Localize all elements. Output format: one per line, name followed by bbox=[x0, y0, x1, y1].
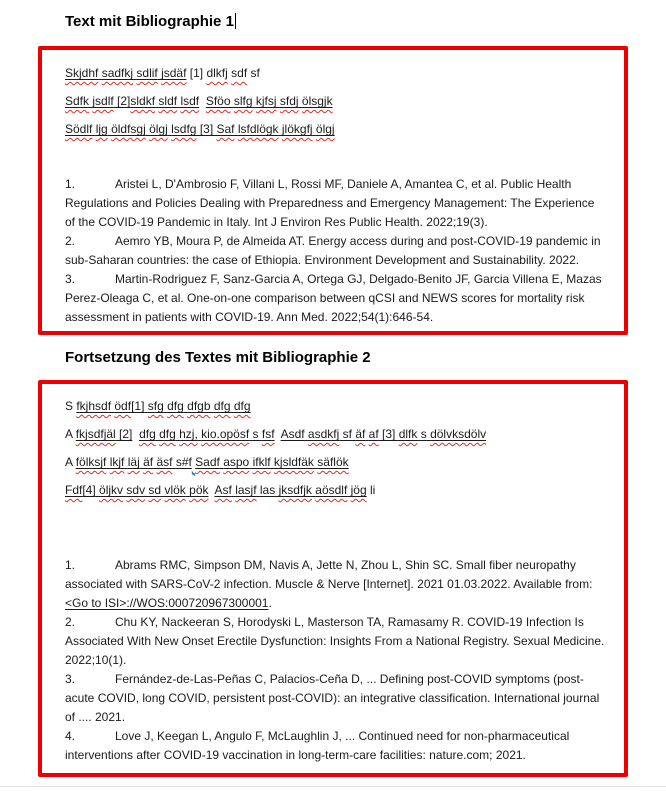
misspelled-word: ölsgjk bbox=[301, 94, 333, 108]
text-segment bbox=[96, 122, 108, 136]
text-segment bbox=[199, 94, 206, 108]
misspelled-word: dfg bbox=[233, 399, 251, 413]
text-segment bbox=[139, 427, 156, 441]
text-segment bbox=[316, 122, 335, 136]
text-segment bbox=[171, 122, 196, 136]
spacer bbox=[65, 510, 606, 556]
section-heading-1 bbox=[65, 12, 628, 31]
text-segment: s bbox=[420, 427, 427, 441]
misspelled-word: lsdfg bbox=[171, 122, 197, 136]
misspelled-word: jlökgfj bbox=[281, 122, 313, 136]
text-segment bbox=[231, 66, 247, 80]
text-segment bbox=[136, 66, 157, 80]
text-segment: Aristei L, D'Ambrosio F, Villani L, Rossi MF, Daniele A, Amantea C, et al. Public Health Regulations and Policies Dealing with Preparedness and Emergency Management: The Experience of the COVID-19 Pandemic in Italy. Int J Environ Res Public Health. 2022;19(3). bbox=[65, 177, 598, 229]
entry-number: 2. bbox=[65, 234, 76, 248]
misspelled-word: sldkf bbox=[130, 94, 156, 108]
text-segment: Asdf bbox=[280, 427, 305, 441]
text-paragraph bbox=[65, 65, 606, 82]
misspelled-word: slfg bbox=[233, 94, 253, 108]
misspelled-word: af bbox=[368, 427, 379, 441]
text-segment bbox=[279, 483, 312, 497]
text-segment bbox=[65, 66, 98, 80]
misspelled-word: Sdfk bbox=[65, 94, 90, 108]
text-segment: li bbox=[366, 483, 376, 497]
text-segment bbox=[167, 399, 184, 413]
text-segment: . bbox=[268, 596, 272, 610]
entry-number: 3. bbox=[65, 272, 76, 286]
bibliography-list-1 bbox=[65, 175, 606, 327]
text-segment bbox=[282, 122, 313, 136]
misspelled-word: jsdäf bbox=[161, 66, 187, 80]
text-segment bbox=[189, 483, 208, 497]
text-segment bbox=[399, 427, 418, 441]
text-segment bbox=[179, 427, 198, 441]
text-segment bbox=[158, 94, 177, 108]
text-segment: Martin-Rodriguez F, Sanz-Garcia A, Ortega GJ, Delgado-Benito JF, Garcia Villena E, Mazas Perez-Oleaga C, et al. One-on-one comparison between qCSI and NEWS scores for mortality risk assessment in patients with COVID-19. Ann Med. 2022;54(1):646-54. bbox=[65, 272, 605, 324]
heading-text: Fortsetzung des Textes mit Bibliographie 2 bbox=[65, 349, 371, 366]
misspelled-word: sd bbox=[148, 483, 162, 497]
text-segment bbox=[164, 483, 185, 497]
misspelled-word: lsdf bbox=[180, 94, 200, 108]
entry-text bbox=[65, 672, 603, 724]
entry-number: 1. bbox=[65, 177, 76, 191]
text-segment: [1] bbox=[131, 399, 145, 413]
bibliography-entry bbox=[65, 613, 606, 670]
bibliography-entry bbox=[65, 175, 606, 232]
misspelled-word: läj bbox=[127, 455, 140, 469]
text-segment bbox=[114, 399, 131, 413]
spacer bbox=[65, 149, 606, 175]
entry-number: 3. bbox=[65, 672, 76, 686]
misspelled-word: fkjsdfjäl bbox=[75, 427, 116, 441]
misspelled-word: vlök bbox=[164, 483, 186, 497]
text-segment bbox=[76, 427, 116, 441]
text-segment: [2] bbox=[119, 427, 133, 441]
text-segment bbox=[223, 455, 249, 469]
misspelled-word: Södlf bbox=[65, 122, 93, 136]
misspelled-word: fkjhsdf bbox=[76, 399, 112, 413]
text-cursor bbox=[235, 13, 236, 29]
misspelled-word: äf bbox=[355, 427, 366, 441]
text-segment bbox=[355, 427, 365, 441]
text-segment bbox=[315, 483, 347, 497]
misspelled-word: sfdj bbox=[279, 94, 299, 108]
entry-text bbox=[65, 615, 608, 667]
misspelled-word: säflök bbox=[317, 455, 349, 469]
text-segment bbox=[92, 94, 113, 108]
misspelled-word: dlkfj bbox=[206, 66, 228, 80]
text-segment: [4] bbox=[82, 483, 96, 497]
entry-text bbox=[65, 729, 573, 762]
text-segment bbox=[430, 427, 486, 441]
misspelled-word: jög bbox=[350, 483, 367, 497]
misspelled-word: aspo bbox=[223, 455, 250, 469]
text-segment bbox=[180, 94, 199, 108]
text-segment bbox=[238, 122, 279, 136]
bibliography-entry bbox=[65, 727, 606, 765]
misspelled-word: äf bbox=[143, 455, 154, 469]
text-paragraph bbox=[65, 398, 606, 415]
page-boundary-line bbox=[0, 786, 666, 787]
misspelled-word: dölvksdölv bbox=[430, 427, 487, 441]
misspelled-word: aösdlf bbox=[315, 483, 348, 497]
misspelled-word: Sadf bbox=[195, 455, 220, 469]
text-segment bbox=[76, 399, 111, 413]
text-segment bbox=[148, 399, 164, 413]
text-segment: Love J, Keegan L, Angulo F, McLaughlin J, ... Continued need for non-pharmaceutical interventions after COVID-19 vaccination in long-term-care facilities: nature.com; 2021. bbox=[65, 729, 573, 762]
text-segment: A bbox=[65, 455, 76, 469]
section-heading-2 bbox=[65, 348, 628, 367]
misspelled-word: sfg bbox=[147, 399, 164, 413]
text-frame-1 bbox=[38, 46, 628, 335]
text-segment bbox=[206, 94, 231, 108]
text-segment bbox=[111, 122, 146, 136]
text-segment: [3] bbox=[378, 427, 399, 441]
misspelled-word: ifklf bbox=[252, 455, 271, 469]
text-paragraph bbox=[65, 93, 606, 110]
misspelled-word: dfg bbox=[139, 427, 156, 441]
text-segment bbox=[256, 94, 277, 108]
entry-text bbox=[65, 272, 605, 324]
heading-text: Text mit Bibliographie 1 bbox=[65, 13, 234, 30]
misspelled-word: ölgj bbox=[149, 122, 168, 136]
misspelled-word: sdf bbox=[231, 66, 248, 80]
text-segment: [2] bbox=[117, 94, 131, 108]
text-segment: A bbox=[65, 427, 76, 441]
text-segment: las bbox=[259, 483, 276, 497]
text-segment bbox=[274, 455, 314, 469]
text-segment: s#f bbox=[175, 455, 192, 469]
misspelled-word: ölgj bbox=[315, 122, 335, 136]
bibliography-entry bbox=[65, 556, 606, 613]
text-segment bbox=[206, 66, 227, 80]
misspelled-word: hzj, bbox=[179, 427, 198, 441]
text-segment bbox=[159, 427, 176, 441]
text-segment bbox=[308, 427, 339, 441]
text-segment bbox=[234, 399, 251, 413]
text-segment bbox=[65, 94, 89, 108]
text-segment: s bbox=[252, 427, 259, 441]
bibliography-entry bbox=[65, 232, 606, 270]
misspelled-word: lsfdlögk bbox=[237, 122, 279, 136]
text-segment bbox=[215, 483, 232, 497]
text-segment bbox=[235, 483, 256, 497]
entry-number: 4. bbox=[65, 729, 76, 743]
misspelled-word: kjfsj bbox=[255, 94, 277, 108]
text-segment bbox=[214, 399, 231, 413]
text-segment bbox=[126, 483, 145, 497]
misspelled-word: sdlif bbox=[136, 66, 158, 80]
misspelled-word: jsdlf bbox=[92, 94, 114, 108]
text-segment bbox=[317, 455, 348, 469]
text-segment: Aemro YB, Moura P, de Almeida AT. Energy access during and post-COVID-19 pandemic in sub-Saharan countries: the case of Ethiopia. Environment Development and Sustainability. 2022. bbox=[65, 234, 604, 267]
misspelled-word: dfg bbox=[213, 399, 231, 413]
text-paragraph bbox=[65, 482, 606, 499]
entry-text bbox=[65, 234, 604, 267]
misspelled-word: fölksjf bbox=[75, 455, 107, 469]
bibliography-list-2 bbox=[65, 556, 606, 765]
text-segment: Fernández-de-Las-Peñas C, Palacios-Ceña D, ... Defining post-COVID symptoms (post-acute COVID, long COVID, persistent post-COVID): an integrative classification. International journal of .... 2021. bbox=[65, 672, 603, 724]
misspelled-word: lkjf bbox=[109, 455, 125, 469]
text-segment bbox=[253, 455, 271, 469]
text-segment bbox=[234, 94, 253, 108]
entry-number: 1. bbox=[65, 558, 76, 572]
text-segment: [3] bbox=[196, 122, 217, 136]
misspelled-word: ödf bbox=[114, 399, 132, 413]
text-segment: sf bbox=[247, 66, 260, 80]
misspelled-word: dlfk bbox=[398, 427, 418, 441]
text-segment: [1] bbox=[186, 66, 207, 80]
text-segment bbox=[280, 94, 299, 108]
entry-text bbox=[65, 558, 596, 610]
text-segment: Chu KY, Nackeeran S, Horodyski L, Masterson TA, Ramasamy R. COVID-19 Infection Is Associated With New Onset Erectile Dysfunction: Insights From a National Registry. Sexual Medicine. 2022;10(1). bbox=[65, 615, 608, 667]
misspelled-word: fsf bbox=[261, 427, 275, 441]
misspelled-word: öldfsgj bbox=[111, 122, 146, 136]
text-segment bbox=[76, 455, 107, 469]
text-segment bbox=[187, 399, 210, 413]
text-frame-2 bbox=[38, 380, 628, 777]
misspelled-word: ljg bbox=[95, 122, 108, 136]
misspelled-word: Saf bbox=[216, 122, 235, 136]
text-segment bbox=[143, 455, 153, 469]
misspelled-word: dfg bbox=[159, 427, 176, 441]
misspelled-word: asdkfj bbox=[307, 427, 340, 441]
misspelled-word: sdv bbox=[126, 483, 146, 497]
text-paragraph bbox=[65, 121, 606, 138]
text-paragraph bbox=[65, 426, 606, 443]
text-segment bbox=[201, 427, 249, 441]
text-segment bbox=[262, 427, 275, 441]
text-segment bbox=[217, 122, 235, 136]
misspelled-word: Skjdhf bbox=[65, 66, 99, 80]
text-segment bbox=[148, 483, 161, 497]
text-segment bbox=[65, 122, 92, 136]
text-segment bbox=[351, 483, 367, 497]
bibliography-entry bbox=[65, 670, 606, 727]
bibliography-entry bbox=[65, 270, 606, 327]
misspelled-word: jksdfjk bbox=[278, 483, 312, 497]
entry-text bbox=[65, 177, 598, 229]
misspelled-word: Sföo bbox=[205, 94, 231, 108]
text-segment: sf bbox=[342, 427, 352, 441]
text-segment: S bbox=[65, 399, 77, 413]
text-segment bbox=[161, 66, 186, 80]
go-to-isi-link[interactable]: <Go to ISI>://WOS:000720967300001 bbox=[65, 596, 269, 610]
entry-number: 2. bbox=[65, 615, 76, 629]
misspelled-word: Fdf bbox=[65, 483, 83, 497]
text-segment bbox=[65, 483, 82, 497]
text-paragraph bbox=[65, 454, 606, 471]
text-segment bbox=[156, 455, 172, 469]
misspelled-word: dfgb bbox=[187, 399, 211, 413]
misspelled-word: kjsldfäk bbox=[273, 455, 314, 469]
misspelled-word: dfg bbox=[167, 399, 184, 413]
text-segment bbox=[195, 455, 220, 469]
misspelled-word: pök bbox=[189, 483, 209, 497]
misspelled-word: Asf bbox=[214, 483, 232, 497]
misspelled-word: sadfkj bbox=[101, 66, 134, 80]
text-segment bbox=[302, 94, 333, 108]
misspelled-word: sldf bbox=[158, 94, 178, 108]
text-segment bbox=[369, 427, 379, 441]
text-segment: Abrams RMC, Simpson DM, Navis A, Jette N, Zhou L, Shin SC. Small fiber neuropathy associated with SARS-CoV-2 infection. Muscle & Nerve [Internet]. 2021 01.03.2022. Available from: bbox=[65, 558, 596, 591]
misspelled-word: kio.opösf bbox=[201, 427, 250, 441]
misspelled-word: lasjf bbox=[235, 483, 257, 497]
text-segment bbox=[128, 455, 140, 469]
text-segment bbox=[102, 66, 133, 80]
text-segment bbox=[99, 483, 123, 497]
misspelled-word: öljkv bbox=[99, 483, 124, 497]
text-segment bbox=[110, 455, 125, 469]
misspelled-word: äsf bbox=[156, 455, 173, 469]
text-segment bbox=[149, 122, 168, 136]
text-segment bbox=[130, 94, 155, 108]
